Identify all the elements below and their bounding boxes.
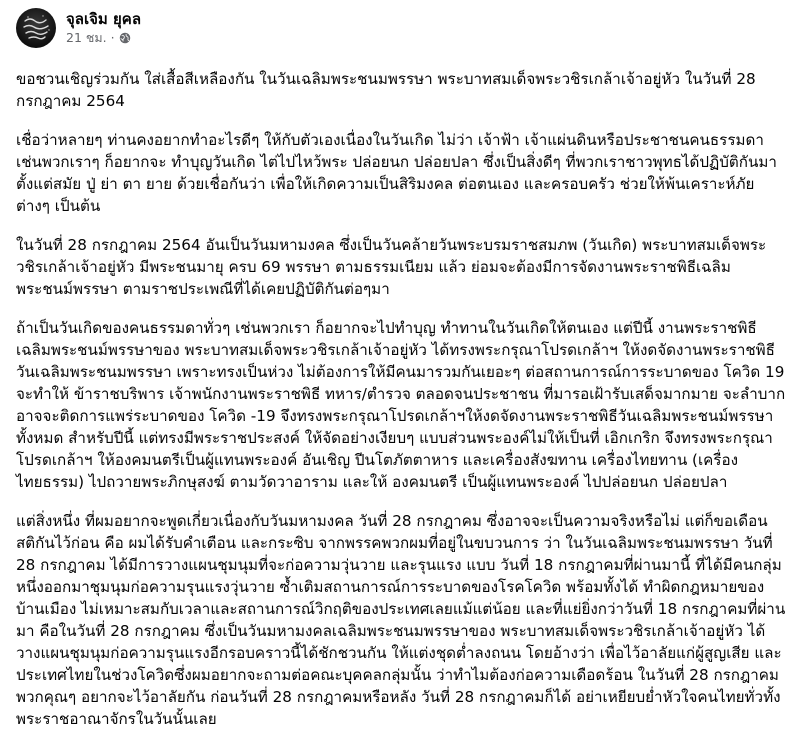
post-paragraph: ถ้าเป็นวันเกิดของคนธรรมดาทั่วๆ เช่นพวกเรา ก็อยากจะไปทำบุญ ทำทานในวันเกิดให้ตนเอง แต่ปีนี้ งานพระราชพิธีเฉลิมพระชนม์พรรษาของ พระบาทสมเด็จพระวชิรเกล้าเจ้าอยู่หัว ได้ทรงพระกรุณาโปรดเกล้าฯ ให้งดจัดงานพระราชพิธี วันเฉลิมพระชนมพรรษา เพราะทรงเป็นห่วง ไม่ต้องการให้มีคนมารวมกันเยอะๆ ต่อสถานการณ์การระบาดของ โควิด 19 จะทำให้ ข้าราชบริพาร เจ้าพนักงานพระราชพิธี ทหาร/ตำรวจ ตลอดจนประชาชน ที่มารอเฝ้ารับเสด็จมากมาย จะลำบาก อาจจะติดการแพร่ระบาดของ โควิด -19 จึงทรงพระกรุณาโปรดเกล้าฯให้งดจัดงานพระราชพิธีวันเฉลิมพระชนม์พรรษาทั้งหมด สำหรับปีนี้ แต่ทรงมีพระราชประสงค์ ให้จัดอย่างเงียบๆ แบบส่วนพระองค์ไม่ให้เป็นที่ เอิกเกริก จึงทรงพระกรุณา โปรดเกล้าฯ ให้องคมนตรีเป็นผู้แทนพระองค์ อันเชิญ ปีนโตภัตตาหาร และเครื่องสังฆทาน เครื่องไทยทาน (เครื่องไทยธรรม) ไปถวายพระภิกษุสงฆ์ ตามวัดวาอาราม และให้ องคมนตรี เป็นผู้แทนพระองค์ ไปปล่อยนก ปล่อยปลา [16,319,786,491]
post-header [16,0,786,54]
post-meta [66,30,141,46]
post-body [16,68,786,730]
post-paragraph: ในวันที่ 28 กรกฎาคม 2564 อันเป็นวันมหามงคล ซึ่งเป็นวันคล้ายวันพระบรมราชสมภพ (วันเกิด) พระบาทสมเด็จพระวชิรเกล้าเจ้าอยู่หัว มีพระชนมายุ ครบ 69 พรรษา ตามธรรมเนียม แล้ว ย่อมจะต้องมีการจัดงานพระราชพิธีเฉลิมพระชนม์พรรษา ตามราชประเพณีที่ได้เคยปฏิบัติกันต่อๆมา [16,236,767,298]
author-name[interactable]: จุลเจิม ยุคล [66,10,142,28]
avatar-logo-icon [16,8,56,48]
post-paragraph: แต่สิ่งหนึ่ง ที่ผมอยากจะพูดเกี่ยวเนื่องกับวันมหามงคล วันที่ 28 กรกฎาคม ซึ่งอาจจะเป็นความจริงหรือไม่ แต่ก็ขอเดือนสติกันไว้ก่อน คือ ผมได้รับคำเตือน และกระซิบ จากพรรคพวกผมที่อยู่ในขบวนการ ว่า ในวันเฉลิมพระชนมพรรษา วันที่ 28 กรกฎาคม ได้มีการวางแผนชุมนุมที่จะก่อความวุ่นวาย และรุนแรง แบบ วันที่ 18 กรกฎาคมที่ผ่านมานี้ ที่ได้มีคนกลุ่มหนึ่งออกมาชุมนุมก่อความรุนแรงวุ่นวาย ซ้ำเติมสถานการณ์การระบาดของโรคโควิด พร้อมทั้งได้ ทำผิดกฎหมายของบ้านเมือง ไม่เหมาะสมกับเวลาและสถานการณ์วิกฤติของประเทศเลยแม้แต่น้อย และที่แย่ยิ่งกว่าวันที่ 18 กรกฎาคมที่ผ่านมา คือในวันที่ 28 กรกฎาคม ซึ่งเป็นวันมหามงคลเฉลิมพระชนมพรรษาของ พระบาทสมเด็จพระวชิรเกล้าเจ้าอยู่หัว ได้วางแผนชุมนุมก่อความรุนแรงอีกรอบคราวนี้ได้ชักชวนกัน ให้แต่งชุดต่ำลงถนน โดยอ้างว่า เพื่อไว้อาลัยแก่ผู้สูญเสีย และประเทศไทยในช่วงโควิดซึ่งผมอยากจะถามต่อคณะบุคคลกลุ่มนั้น ว่าทำไมต้องก่อความเดือดร้อน ในวันที่ 28 กรกฎาคม พวกคุณๆ อยากจะไว้อาลัยกัน ก่อนวันที่ 28 กรกฎาคมหรือหลัง วันที่ 28 กรกฎาคมก็ได้ อย่าเหยียบย่ำหัวใจคนไทยทั่วทั้งพระราชอาณาจักรในวันนั้นเลย [16,512,786,728]
meta-separator: · [110,30,115,45]
header-text [66,10,141,46]
post-paragraph: ขอชวนเชิญร่วมกัน ใส่เสื้อสีเหลืองกัน ในวันเฉลิมพระชนมพรรษา พระบาทสมเด็จพระวชิรเกล้าเจ้าอยู่หัว ในวันที่ 28 กรกฎาคม 2564 [16,70,756,110]
post-paragraph: เชื่อว่าหลายๆ ท่านคงอยากทำอะไรดีๆ ให้กับตัวเองเนื่องในวันเกิด ไม่ว่า เจ้าฟ้า เจ้าแผ่นดินหรือประชาชนคนธรรมดา เช่นพวกเราๆ ก็อยากจะ ทำบุญวันเกิด ไต่ไปไหว้พระ ปล่อยนก ปล่อยปลา ซึ่งเป็นสิ่งดีๆ ที่พวกเราชาวพุทธได้ปฏิบัติกันมาตั้งแต่สมัย ปู่ ย่า ตา ยาย ด้วยเชื่อกันว่า เพื่อให้เกิดความเป็นสิริมงคล ต่อตนเอง และครอบครัว ช่วยให้พ้นเคราะห์ภัย ต่างๆ เป็นต้น [16,131,777,215]
post-timestamp[interactable]: 21 ชม. [66,30,107,45]
avatar[interactable] [16,8,56,48]
globe-icon[interactable] [119,32,131,44]
